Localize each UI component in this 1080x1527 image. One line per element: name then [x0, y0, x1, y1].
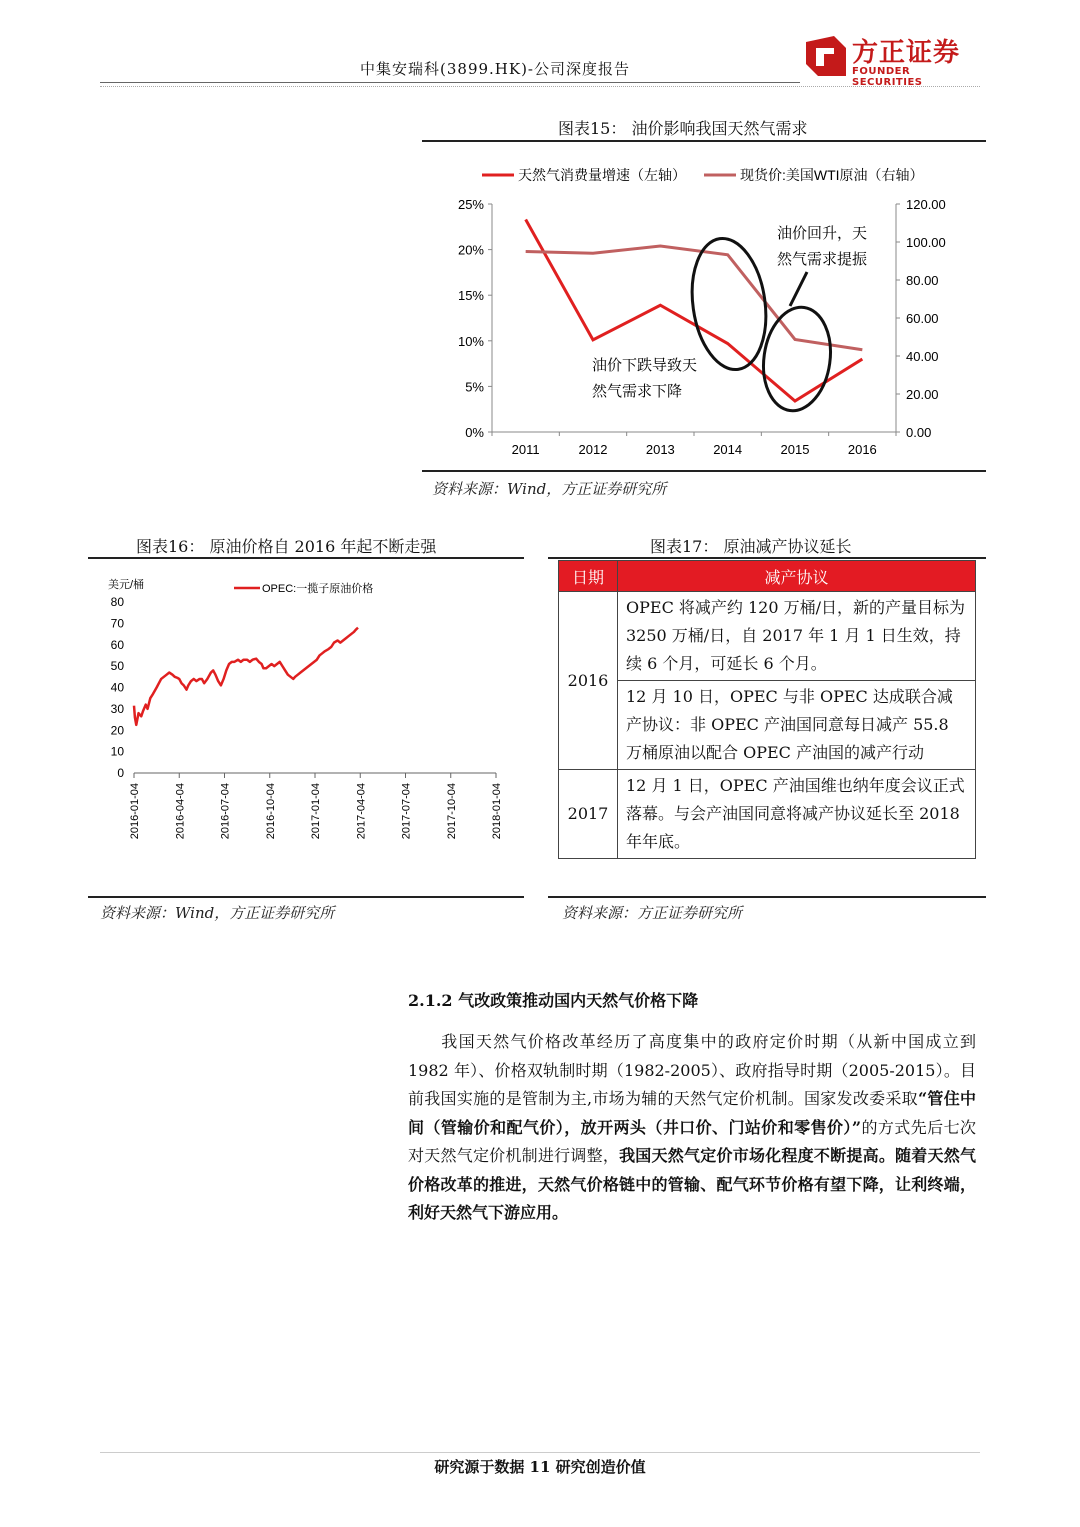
- y-left-tick-label: 5%: [465, 379, 484, 395]
- table-cell-year: 2016: [559, 592, 618, 770]
- y-tick-label: 30: [110, 701, 124, 716]
- x-tick-label: 2015: [780, 442, 810, 457]
- body-bold-1: “管住中间（管输价和配气价），放开两头（井口价、门站价和零售价）”: [408, 1089, 976, 1137]
- y-tick-label: 10: [110, 744, 124, 759]
- annotation-text-3: 油价下跌导致天: [592, 357, 698, 374]
- y-tick-label: 80: [110, 595, 124, 609]
- y-tick-label: 20: [110, 723, 124, 738]
- table-header-agreement: 减产协议: [618, 561, 976, 592]
- x-tick-label: 2017-01-04: [310, 783, 322, 840]
- table-row: [559, 770, 976, 859]
- fig15-legend: [482, 167, 924, 183]
- fig17-table: [558, 560, 976, 859]
- y-right-tick-label: 20.00: [906, 387, 939, 402]
- table-cell-text: 12 月 1 日，OPEC 产油国维也纳年度会议正式落幕。与会产油国同意将减产协议延长至 2018 年年底。: [618, 770, 976, 859]
- annotation-text-2: 然气需求提振: [777, 251, 868, 268]
- body-bold-2: 我国天然气定价市场化程度不断提高。随着天然气价格改革的推进，天然气价格链中的管输、配气环节价格有望下降，让利终端，利好天然气下游应用。: [408, 1146, 976, 1222]
- legend-label-1: 天然气消费量增速（左轴）: [518, 167, 686, 183]
- y-tick-label: 60: [110, 637, 124, 652]
- fig15-top-rule: [422, 140, 986, 142]
- y-unit-label: 美元/桶: [108, 579, 145, 591]
- y-left-tick-label: 0%: [465, 425, 484, 440]
- y-left-tick-label: 15%: [457, 288, 484, 304]
- fig15-source: 资料来源：Wind，方正证券研究所: [432, 480, 667, 498]
- body-text-1: 我国天然气价格改革经历了高度集中的政府定价时期（从新中国成立到 1982 年）、价格双轨制时期（1982-2005）、政府指导时期（2005-2015）。目前我国实施的是管制为主,市场为辅的天然气定价机制。国家发改委采取: [408, 1032, 976, 1108]
- table-cell-text: OPEC 将减产约 120 万桶/日，新的产量目标为 3250 万桶/日，自 2017 年 1 月 1 日生效，持续 6 个月，可延长 6 个月。: [618, 592, 976, 681]
- y-right-tick-label: 60.00: [906, 311, 939, 326]
- y-tick-label: 50: [110, 659, 124, 674]
- x-tick-label: 2018-01-04: [491, 783, 503, 840]
- footer-text: 研究源于数据 11 研究创造价值: [434, 1458, 646, 1476]
- x-tick-label: 2013: [645, 442, 675, 457]
- y-right-tick-label: 100.00: [906, 235, 946, 250]
- x-tick-label: 2016-07-04: [219, 783, 232, 840]
- y-left-tick-label: 20%: [457, 242, 484, 258]
- y-left-tick-label: 25%: [457, 197, 484, 212]
- fig16-source: 资料来源：Wind，方正证券研究所: [100, 904, 335, 922]
- logo-cn: 方正证券: [852, 38, 961, 68]
- body-text-2: 的方式先后七次对天然气定价机制进行调整，: [408, 1117, 976, 1165]
- x-tick-label: 2017-04-04: [355, 783, 368, 840]
- fig15-chart: [422, 144, 986, 470]
- logo-en: FOUNDER SECURITIES: [852, 66, 923, 88]
- annotation-text-1: 油价回升，天: [777, 225, 868, 242]
- x-tick-label: 2016-10-04: [264, 783, 277, 840]
- header-rule: [100, 82, 800, 83]
- y-right-tick-label: 0.00: [906, 425, 932, 440]
- fig17-caption: 图表17： 原油减产协议延长: [650, 537, 852, 556]
- footer-rule: [100, 1452, 980, 1453]
- founder-logo: [800, 28, 980, 88]
- table-cell-text: 12 月 10 日，OPEC 与非 OPEC 达成联合减产协议：非 OPEC 产油国同意每日减产 55.8 万桶原油以配合 OPEC 产油国的减产行动: [618, 681, 976, 770]
- fig16-bottom-rule: [88, 896, 524, 898]
- table-row: [559, 592, 976, 681]
- fig16-caption: 图表16： 原油价格自 2016 年起不断走强: [136, 537, 437, 556]
- y-right-tick-label: 80.00: [906, 273, 939, 288]
- fig15-bottom-rule: [422, 470, 986, 472]
- fig16-chart: [88, 562, 524, 892]
- x-tick-label: 2012: [578, 442, 608, 457]
- section-title: 2.1.2 气改政策推动国内天然气价格下降: [408, 991, 699, 1010]
- x-tick-label: 2016: [847, 442, 877, 457]
- header-dotted-rule: [100, 86, 980, 87]
- table-header-date: 日期: [559, 561, 618, 592]
- table-row: [559, 681, 976, 770]
- fig17-top-rule: [548, 557, 986, 559]
- report-title: 中集安瑞科(3899.HK)-公司深度报告: [360, 60, 631, 78]
- y-right-tick-label: 40.00: [906, 349, 939, 364]
- fig17-source: 资料来源：方正证券研究所: [562, 904, 743, 922]
- table-header-row: [559, 561, 976, 592]
- fig16-axes: [108, 577, 503, 839]
- fig16-top-rule: [88, 557, 524, 559]
- y-tick-label: 40: [110, 680, 124, 695]
- x-tick-label: 2016-04-04: [174, 783, 187, 840]
- y-right-tick-label: 120.00: [906, 197, 946, 212]
- x-tick-label: 2017-07-04: [400, 783, 413, 840]
- fig15-axes: [458, 197, 946, 457]
- legend-label-2: 现货价:美国WTI原油（右轴）: [740, 167, 924, 183]
- x-tick-label: 2017-10-04: [445, 783, 458, 840]
- section-body: [408, 1028, 976, 1228]
- annotation-arrow-line: [790, 272, 807, 306]
- x-tick-label: 2014: [713, 442, 743, 457]
- x-tick-label: 2016-01-04: [129, 783, 141, 840]
- series-line-1: [134, 628, 358, 725]
- y-left-tick-label: 10%: [457, 333, 484, 349]
- annotation-text-4: 然气需求下降: [592, 383, 683, 400]
- legend-label-1: OPEC:一揽子原油价格: [262, 583, 374, 595]
- y-tick-label: 70: [110, 616, 124, 631]
- x-tick-label: 2011: [511, 442, 540, 457]
- y-tick-label: 0: [117, 766, 124, 780]
- fig15-caption: 图表15： 油价影响我国天然气需求: [558, 119, 808, 138]
- table-cell-year: 2017: [559, 770, 618, 859]
- fig17-bottom-rule: [548, 896, 986, 898]
- founder-logo-icon: [802, 32, 850, 80]
